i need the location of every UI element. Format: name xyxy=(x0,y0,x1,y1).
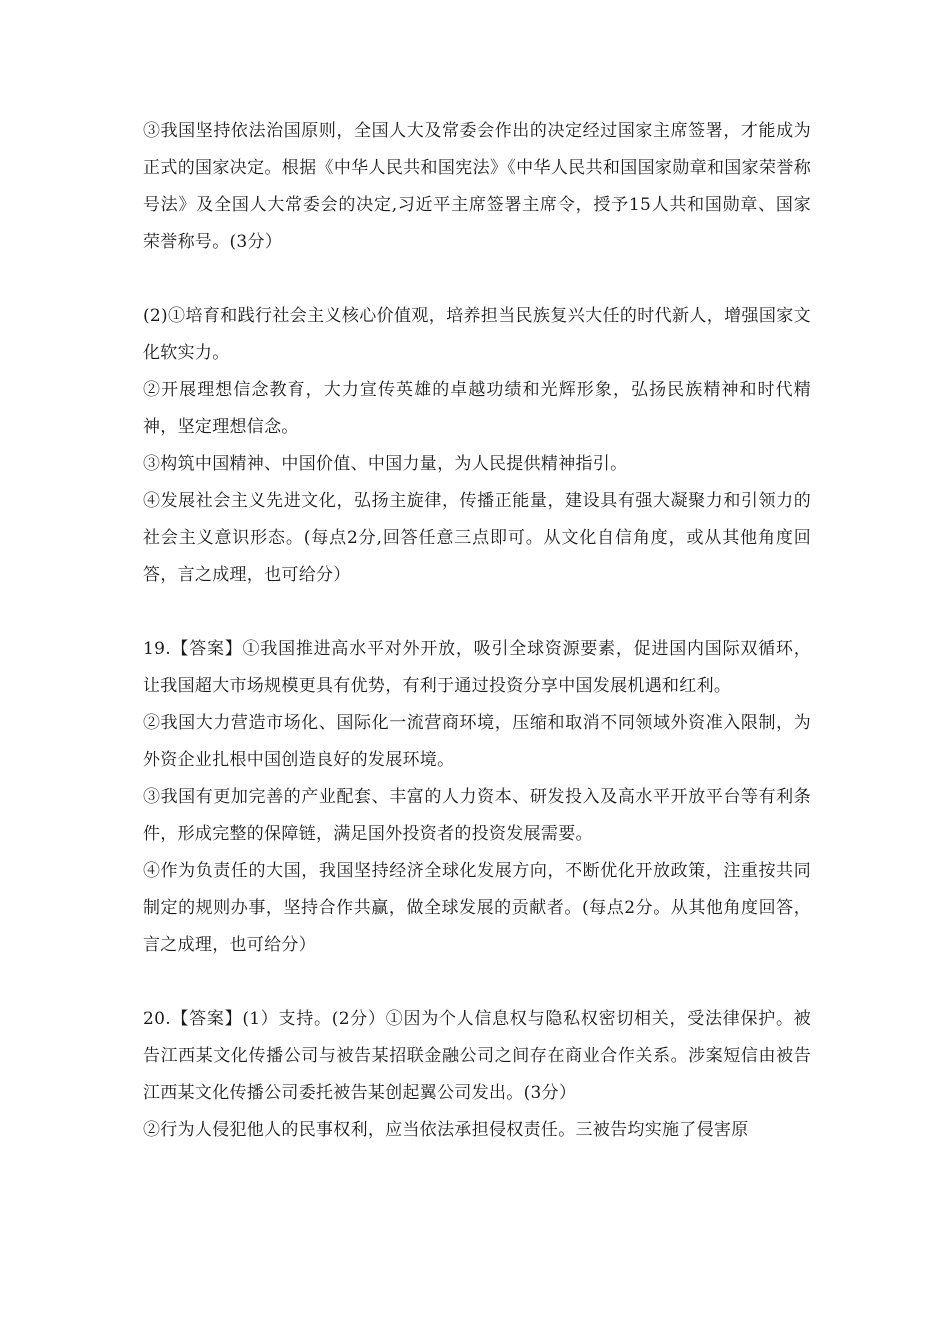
answer-paragraph: ②行为人侵犯他人的民事权利，应当依法承担侵权责任。三被告均实施了侵害原 xyxy=(143,1120,749,1140)
paragraph-gap xyxy=(143,964,811,1001)
paragraph-gap xyxy=(143,261,811,298)
answer-paragraph: ③我国有更加完善的产业配套、丰富的人力资本、研发投入及高水平开放平台等有利条件，形成完整的保障链，满足国外投资者的投资发展需要。 xyxy=(143,787,811,844)
answer-paragraph: ②开展理想信念教育，大力宣传英雄的卓越功绩和光辉形象，弘扬民族精神和时代精神，坚定理想信念。 xyxy=(143,380,811,437)
answer-paragraph: ③构筑中国精神、中国价值、中国力量，为人民提供精神指引。 xyxy=(143,454,628,474)
document-body xyxy=(143,113,811,1149)
answer-paragraph: ④作为负责任的大国，我国坚持经济全球化发展方向，不断优化开放政策，注重按共同制定的规则办事，坚持合作共赢，做全球发展的贡献者。(每点2分。从其他角度回答，言之成理，也可给分） xyxy=(143,861,811,955)
question-20-answer: 20.【答案】(1）支持。(2分）①因为个人信息权与隐私权密切相关，受法律保护。被告江西某文化传播公司与被告某招联金融公司之间存在商业合作关系。涉案短信由被告江西某文化传播公司委托被告某创起翼公司发出。(3分） xyxy=(143,1009,811,1103)
answer-paragraph: ③我国坚持依法治国原则，全国人大及常委会作出的决定经过国家主席签署，才能成为正式的国家决定。根据《中华人民共和国宪法》《中华人民共和国国家勋章和国家荣誉称号法》及全国人大常委会的决定,习近平主席签署主席令，授予15人共和国勋章、国家荣誉称号。(3分） xyxy=(143,121,811,252)
answer-paragraph: (2)①培育和践行社会主义核心价值观，培养担当民族复兴大任的时代新人，增强国家文化软实力。 xyxy=(143,306,811,363)
answer-paragraph: ④发展社会主义先进文化，弘扬主旋律，传播正能量，建设具有强大凝聚力和引领力的社会主义意识形态。(每点2分,回答任意三点即可。从文化自信角度，或从其他角度回答，言之成理，也可给分） xyxy=(143,491,811,585)
answer-paragraph: ②我国大力营造市场化、国际化一流营商环境，压缩和取消不同领域外资准入限制，为外资企业扎根中国创造良好的发展环境。 xyxy=(143,713,811,770)
paragraph-gap xyxy=(143,594,811,631)
question-19-answer: 19.【答案】①我国推进高水平对外开放，吸引全球资源要素，促进国内国际双循环，让我国超大市场规模更具有优势，有利于通过投资分享中国发展机遇和红利。 xyxy=(143,639,811,696)
